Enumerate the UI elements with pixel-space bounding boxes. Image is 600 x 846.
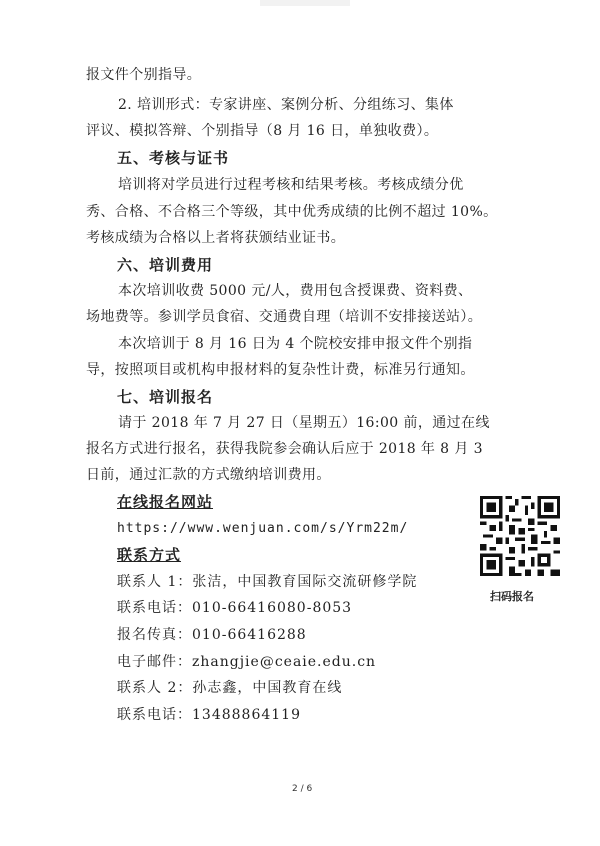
contact-person-2: 联系人 2：孙志鑫，中国教育在线	[117, 680, 343, 696]
text-line: 导，按照项目或机构申报材料的复杂性计费，标准另行通知。	[86, 362, 475, 378]
text-line: 本次培训于 8 月 16 日为 4 个院校安排申报文件个别指	[118, 336, 473, 352]
contact-fax: 报名传真：010-66416288	[117, 627, 307, 643]
section-heading-5: 五、考核与证书	[117, 149, 230, 167]
contact-person-1: 联系人 1：张洁，中国教育国际交流研修学院	[117, 574, 418, 590]
text-line: 2. 培训形式：专家讲座、案例分析、分组练习、集体	[118, 97, 454, 113]
text-line: 场地费等。参训学员食宿、交通费自理（培训不安排接送站）。	[86, 309, 483, 325]
text-line: 报名方式进行报名，获得我院参会确认后应于 2018 年 8 月 3	[86, 441, 483, 457]
contact-phone-2: 联系电话：13488864119	[117, 707, 301, 723]
text-line: 日前，通过汇款的方式缴纳培训费用。	[86, 467, 331, 483]
text-line: 请于 2018 年 7 月 27 日（星期五）16:00 前，通过在线	[118, 415, 490, 431]
top-header-mark	[260, 0, 350, 6]
text-line: 报文件个别指导。	[86, 67, 202, 83]
text-line: 评议、模拟答辩、个别指导（8 月 16 日，单独收费）。	[86, 123, 439, 139]
registration-link[interactable]: https://www.wenjuan.com/s/Yrm22m/	[117, 521, 409, 536]
section-heading-6: 六、培训费用	[117, 256, 214, 274]
section-heading-7: 七、培训报名	[117, 388, 214, 406]
qr-code-icon[interactable]	[480, 496, 560, 576]
text-line: 秀、合格、不合格三个等级，其中优秀成绩的比例不超过 10%。	[86, 204, 498, 220]
text-line: 本次培训收费 5000 元/人，费用包含授课费、资料费、	[118, 283, 473, 299]
text-line: 培训将对学员进行过程考核和结果考核。考核成绩分优	[118, 177, 464, 193]
page-number: 2 / 6	[292, 784, 313, 794]
contact-title: 联系方式	[117, 546, 182, 564]
qr-code-label: 扫码报名	[490, 590, 534, 603]
text-line: 考核成绩为合格以上者将获颁结业证书。	[86, 230, 346, 246]
contact-email[interactable]: 电子邮件：zhangjie@ceaie.edu.cn	[117, 654, 377, 670]
contact-phone-1: 联系电话：010-66416080-8053	[117, 600, 353, 616]
online-registration-title: 在线报名网站	[117, 493, 214, 511]
